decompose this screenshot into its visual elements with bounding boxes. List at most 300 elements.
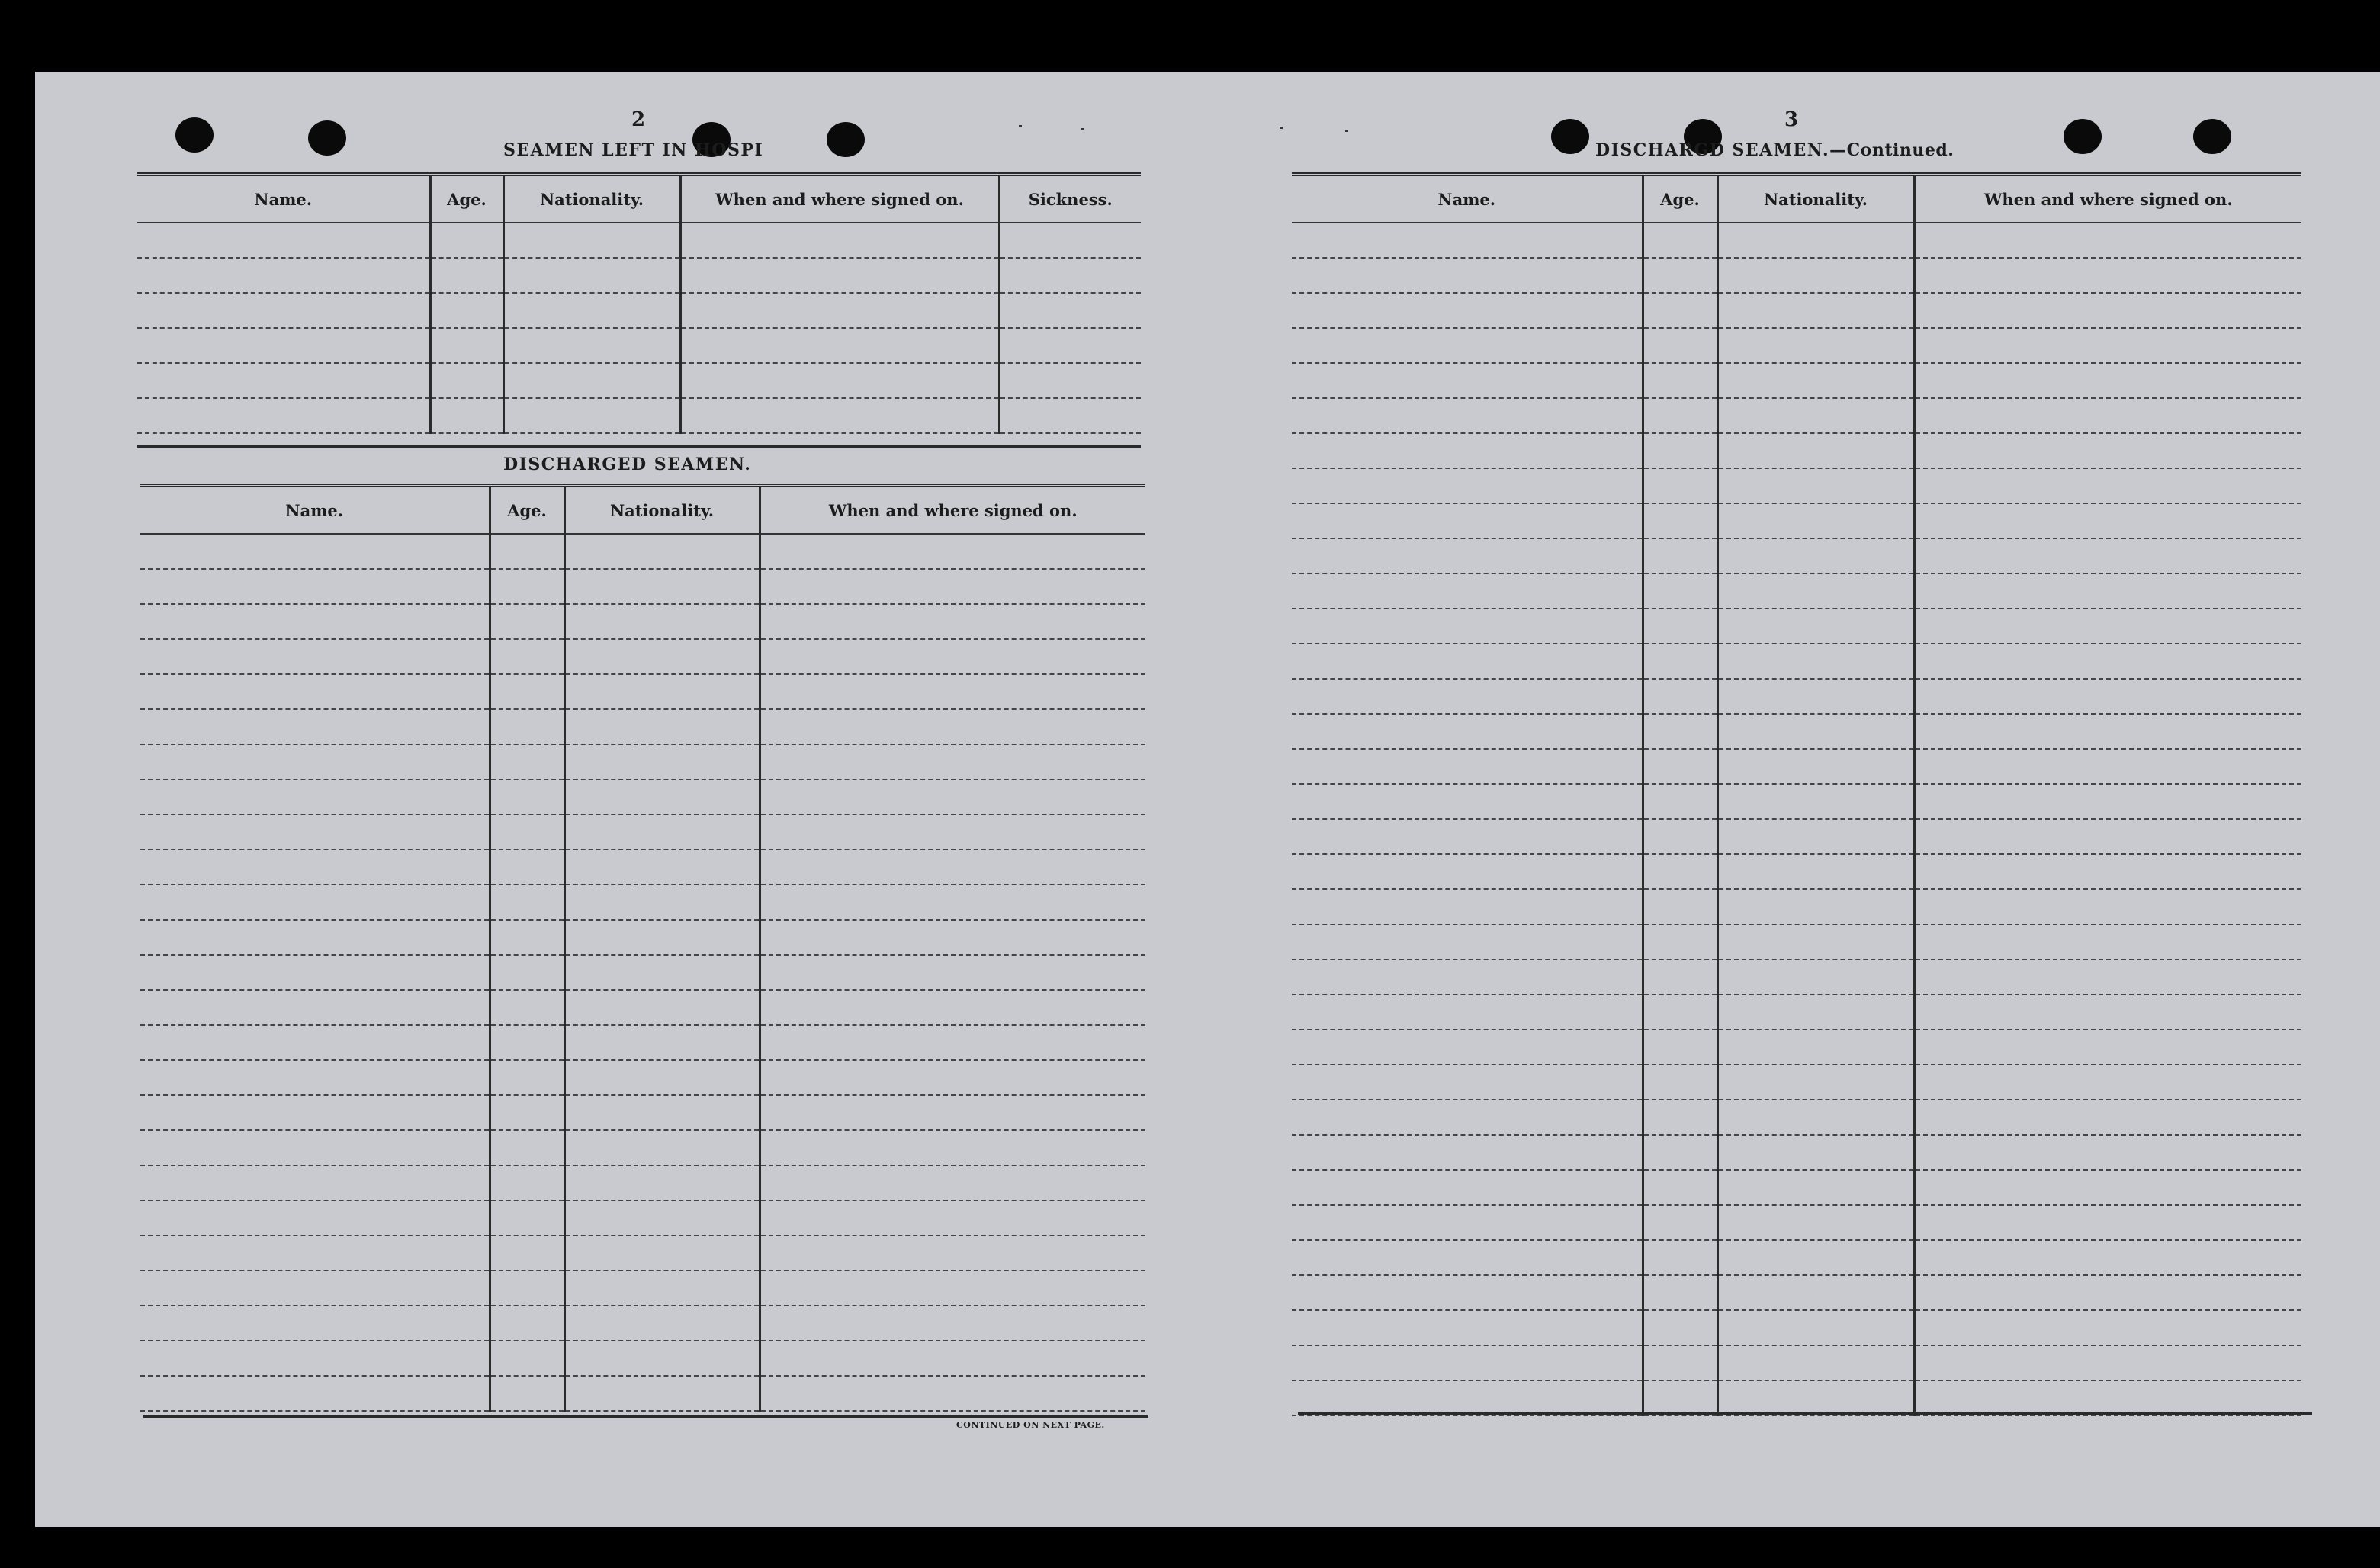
- blank-cell: [564, 885, 760, 920]
- blank-cell: [564, 709, 760, 744]
- hospital-rows: [137, 223, 1141, 433]
- column-header-signed-on: When and where signed on.: [1914, 175, 2301, 223]
- blank-cell: [1717, 468, 1914, 503]
- blank-cell: [490, 1165, 564, 1200]
- section-title-discharged-continued: [1595, 140, 1954, 160]
- blank-cell: [1717, 503, 1914, 538]
- blank-cell: [1292, 258, 1643, 293]
- table-row: [1292, 819, 2301, 854]
- blank-cell: [490, 815, 564, 850]
- blank-cell: [1292, 644, 1643, 679]
- blank-cell: [1914, 1310, 2301, 1345]
- blank-cell: [1643, 609, 1717, 644]
- blank-cell: [1292, 749, 1643, 784]
- blank-cell: [564, 815, 760, 850]
- table-row: [1292, 328, 2301, 363]
- page-bottom-rule: [143, 1415, 1148, 1418]
- blank-cell: [137, 328, 430, 363]
- blank-cell: [564, 955, 760, 990]
- table-row: [1292, 1100, 2301, 1135]
- blank-cell: [1292, 1345, 1643, 1380]
- table-row: [1292, 503, 2301, 538]
- blank-cell: [564, 1271, 760, 1306]
- blank-cell: [1643, 1065, 1717, 1100]
- blank-cell: [1292, 328, 1643, 363]
- blank-cell: [1643, 924, 1717, 959]
- blank-cell: [1914, 889, 2301, 924]
- table-row: [1292, 293, 2301, 328]
- blank-cell: [1914, 293, 2301, 328]
- blank-cell: [1717, 1310, 1914, 1345]
- blank-cell: [680, 293, 999, 328]
- blank-cell: [140, 850, 490, 885]
- blank-cell: [490, 1341, 564, 1376]
- blank-cell: [564, 1130, 760, 1165]
- page-number: 3: [1784, 108, 1799, 131]
- table-row: [140, 534, 1145, 569]
- table-row: [1292, 574, 2301, 609]
- section-title-discharged: DISCHARGED SEAMEN.: [503, 455, 752, 474]
- blank-cell: [1914, 398, 2301, 433]
- table-row: [1292, 1135, 2301, 1170]
- blank-cell: [1717, 609, 1914, 644]
- table-row: [140, 779, 1145, 815]
- blank-cell: [490, 850, 564, 885]
- blank-cell: [1292, 503, 1643, 538]
- table-row: [1292, 398, 2301, 433]
- table-row: [1292, 1065, 2301, 1100]
- blank-cell: [1643, 784, 1717, 819]
- blank-cell: [1717, 538, 1914, 574]
- blank-cell: [1643, 433, 1717, 468]
- table-row: [1292, 223, 2301, 258]
- continued-note: CONTINUED ON NEXT PAGE.: [956, 1420, 1105, 1430]
- blank-cell: [564, 604, 760, 639]
- blank-cell: [1914, 644, 2301, 679]
- blank-cell: [564, 1376, 760, 1411]
- blank-cell: [680, 258, 999, 293]
- blank-cell: [1914, 468, 2301, 503]
- blank-cell: [564, 850, 760, 885]
- blank-cell: [490, 639, 564, 674]
- blank-cell: [1914, 258, 2301, 293]
- blank-cell: [680, 223, 999, 258]
- blank-cell: [1643, 959, 1717, 994]
- blank-cell: [140, 674, 490, 709]
- blank-cell: [564, 674, 760, 709]
- blank-cell: [490, 1095, 564, 1130]
- table-row: [140, 920, 1145, 955]
- blank-cell: [1717, 1345, 1914, 1380]
- blank-cell: [564, 569, 760, 604]
- blank-cell: [1717, 1100, 1914, 1135]
- column-header-name: Name.: [137, 175, 430, 223]
- column-header-age: Age.: [490, 486, 564, 535]
- blank-cell: [1292, 1240, 1643, 1275]
- blank-cell: [1717, 749, 1914, 784]
- blank-cell: [1292, 1275, 1643, 1310]
- blank-cell: [503, 328, 680, 363]
- table-row: [137, 223, 1141, 258]
- blank-cell: [490, 674, 564, 709]
- blank-cell: [760, 1341, 1145, 1376]
- blank-cell: [1717, 1240, 1914, 1275]
- blank-cell: [760, 1271, 1145, 1306]
- discharged-table: [140, 484, 1145, 1412]
- paper-speck: [1019, 125, 1022, 127]
- table-row: [1292, 538, 2301, 574]
- blank-cell: [1914, 819, 2301, 854]
- blank-cell: [140, 604, 490, 639]
- blank-cell: [1643, 644, 1717, 679]
- paper-speck: [1345, 130, 1348, 132]
- blank-cell: [1292, 1310, 1643, 1345]
- blank-cell: [760, 885, 1145, 920]
- blank-cell: [140, 709, 490, 744]
- blank-cell: [1717, 293, 1914, 328]
- table-row: [1292, 959, 2301, 994]
- table-row: [140, 1060, 1145, 1095]
- blank-cell: [1717, 889, 1914, 924]
- blank-cell: [1717, 1380, 1914, 1415]
- blank-cell: [1292, 784, 1643, 819]
- blank-cell: [760, 1376, 1145, 1411]
- blank-cell: [137, 293, 430, 328]
- blank-cell: [430, 258, 503, 293]
- blank-cell: [564, 744, 760, 779]
- blank-cell: [1717, 363, 1914, 398]
- blank-cell: [503, 363, 680, 398]
- blank-cell: [564, 1165, 760, 1200]
- table-row: [1292, 1345, 2301, 1380]
- column-header-age: Age.: [1643, 175, 1717, 223]
- blank-cell: [564, 1200, 760, 1235]
- blank-cell: [1717, 223, 1914, 258]
- table-row: [140, 744, 1145, 779]
- blank-cell: [140, 639, 490, 674]
- blank-cell: [1914, 924, 2301, 959]
- blank-cell: [1717, 1275, 1914, 1310]
- blank-cell: [503, 293, 680, 328]
- page-bottom-rule: [1298, 1412, 2312, 1415]
- column-header-sickness: Sickness.: [999, 175, 1141, 223]
- blank-cell: [490, 885, 564, 920]
- blank-cell: [140, 744, 490, 779]
- blank-cell: [1643, 538, 1717, 574]
- blank-cell: [1292, 574, 1643, 609]
- blank-cell: [1643, 714, 1717, 749]
- blank-cell: [1292, 714, 1643, 749]
- blank-cell: [490, 1060, 564, 1095]
- blank-cell: [1717, 1030, 1914, 1065]
- table-row: [140, 1095, 1145, 1130]
- table-row: [1292, 784, 2301, 819]
- blank-cell: [1717, 258, 1914, 293]
- table-row: [1292, 1030, 2301, 1065]
- blank-cell: [1292, 889, 1643, 924]
- blank-cell: [1914, 714, 2301, 749]
- blank-cell: [760, 920, 1145, 955]
- blank-cell: [140, 1095, 490, 1130]
- blank-cell: [1292, 994, 1643, 1030]
- blank-cell: [1292, 819, 1643, 854]
- blank-cell: [1643, 468, 1717, 503]
- blank-cell: [1643, 889, 1717, 924]
- table-row: [140, 1025, 1145, 1060]
- blank-cell: [760, 604, 1145, 639]
- blank-cell: [760, 744, 1145, 779]
- blank-cell: [1643, 749, 1717, 784]
- blank-cell: [564, 1306, 760, 1341]
- blank-cell: [564, 639, 760, 674]
- blank-cell: [564, 1095, 760, 1130]
- blank-cell: [760, 955, 1145, 990]
- table-row: [1292, 363, 2301, 398]
- table-row: [140, 1200, 1145, 1235]
- blank-cell: [1717, 959, 1914, 994]
- blank-cell: [1914, 609, 2301, 644]
- blank-cell: [564, 990, 760, 1025]
- blank-cell: [564, 534, 760, 569]
- blank-cell: [1292, 1380, 1643, 1415]
- table-row: [1292, 994, 2301, 1030]
- blank-cell: [999, 328, 1141, 363]
- blank-cell: [140, 1025, 490, 1060]
- blank-cell: [490, 1376, 564, 1411]
- blank-cell: [1914, 223, 2301, 258]
- blank-cell: [760, 709, 1145, 744]
- blank-cell: [760, 1060, 1145, 1095]
- table-row: [1292, 1205, 2301, 1240]
- blank-cell: [1643, 258, 1717, 293]
- blank-cell: [680, 363, 999, 398]
- table-row: [1292, 714, 2301, 749]
- blank-cell: [1914, 854, 2301, 889]
- blank-cell: [1292, 468, 1643, 503]
- section-rule: [137, 445, 1141, 448]
- blank-cell: [1292, 1100, 1643, 1135]
- discharged-continued-table: [1292, 172, 2301, 1416]
- table-row: [140, 885, 1145, 920]
- blank-cell: [1643, 1170, 1717, 1205]
- blank-cell: [1914, 1065, 2301, 1100]
- table-row: [1292, 854, 2301, 889]
- blank-cell: [1914, 679, 2301, 714]
- blank-cell: [760, 1306, 1145, 1341]
- blank-cell: [490, 569, 564, 604]
- blank-cell: [760, 815, 1145, 850]
- table-row: [140, 569, 1145, 604]
- blank-cell: [1643, 1240, 1717, 1275]
- blank-cell: [1643, 503, 1717, 538]
- blank-cell: [490, 779, 564, 815]
- blank-cell: [140, 534, 490, 569]
- blank-cell: [564, 1235, 760, 1271]
- blank-cell: [1717, 714, 1914, 749]
- column-header-signed-on: When and where signed on.: [760, 486, 1145, 535]
- blank-cell: [490, 1235, 564, 1271]
- blank-cell: [140, 1235, 490, 1271]
- blank-cell: [490, 990, 564, 1025]
- table-row: [1292, 433, 2301, 468]
- blank-cell: [430, 398, 503, 433]
- table-row: [140, 850, 1145, 885]
- table-row: [140, 1341, 1145, 1376]
- punch-hole: [827, 122, 865, 157]
- blank-cell: [140, 815, 490, 850]
- table-row: [140, 1271, 1145, 1306]
- blank-cell: [1914, 328, 2301, 363]
- page-number: 2: [631, 108, 646, 131]
- blank-cell: [1914, 749, 2301, 784]
- blank-cell: [1914, 994, 2301, 1030]
- blank-cell: [760, 639, 1145, 674]
- blank-cell: [1643, 1135, 1717, 1170]
- blank-cell: [760, 850, 1145, 885]
- column-header-nationality: Nationality.: [503, 175, 680, 223]
- table-row: [1292, 1170, 2301, 1205]
- blank-cell: [760, 1025, 1145, 1060]
- blank-cell: [1717, 1135, 1914, 1170]
- blank-cell: [430, 363, 503, 398]
- blank-cell: [1914, 503, 2301, 538]
- blank-cell: [1914, 574, 2301, 609]
- blank-cell: [1643, 223, 1717, 258]
- blank-cell: [140, 1060, 490, 1095]
- blank-cell: [1914, 959, 2301, 994]
- blank-cell: [1643, 854, 1717, 889]
- blank-cell: [1643, 994, 1717, 1030]
- blank-cell: [1717, 644, 1914, 679]
- blank-cell: [564, 1060, 760, 1095]
- table-row: [137, 363, 1141, 398]
- blank-cell: [1717, 433, 1914, 468]
- blank-cell: [490, 744, 564, 779]
- blank-cell: [999, 363, 1141, 398]
- column-header-name: Name.: [1292, 175, 1643, 223]
- blank-cell: [999, 398, 1141, 433]
- blank-cell: [680, 398, 999, 433]
- blank-cell: [1914, 1345, 2301, 1380]
- blank-cell: [140, 1271, 490, 1306]
- blank-cell: [1717, 574, 1914, 609]
- blank-cell: [1717, 1205, 1914, 1240]
- blank-cell: [1643, 574, 1717, 609]
- blank-cell: [140, 779, 490, 815]
- blank-cell: [1914, 1030, 2301, 1065]
- blank-cell: [1717, 328, 1914, 363]
- blank-cell: [1292, 363, 1643, 398]
- blank-cell: [140, 990, 490, 1025]
- table-row: [1292, 1275, 2301, 1310]
- blank-cell: [999, 258, 1141, 293]
- blank-cell: [140, 1341, 490, 1376]
- table-row: [1292, 679, 2301, 714]
- table-row: [140, 815, 1145, 850]
- blank-cell: [760, 779, 1145, 815]
- discharged-continued-rows: [1292, 223, 2301, 1415]
- blank-cell: [490, 604, 564, 639]
- blank-cell: [137, 223, 430, 258]
- column-header-nationality: Nationality.: [1717, 175, 1914, 223]
- blank-cell: [1643, 1205, 1717, 1240]
- blank-cell: [490, 534, 564, 569]
- blank-cell: [1643, 819, 1717, 854]
- table-row: [1292, 609, 2301, 644]
- table-row: [1292, 468, 2301, 503]
- table-row: [1292, 644, 2301, 679]
- blank-cell: [1292, 1065, 1643, 1100]
- blank-cell: [1914, 1100, 2301, 1135]
- blank-cell: [503, 258, 680, 293]
- table-row: [1292, 1310, 2301, 1345]
- blank-cell: [140, 885, 490, 920]
- blank-cell: [760, 990, 1145, 1025]
- paper-speck: [1280, 127, 1283, 129]
- section-title-tail: D SEAMEN.: [1709, 140, 1830, 160]
- blank-cell: [1914, 363, 2301, 398]
- blank-cell: [1292, 609, 1643, 644]
- blank-cell: [140, 1306, 490, 1341]
- blank-cell: [490, 1130, 564, 1165]
- blank-cell: [999, 293, 1141, 328]
- table-row: [1292, 258, 2301, 293]
- blank-cell: [1292, 538, 1643, 574]
- blank-cell: [760, 1200, 1145, 1235]
- section-title-main: DISCHARG: [1595, 140, 1710, 160]
- blank-cell: [1717, 679, 1914, 714]
- blank-cell: [760, 674, 1145, 709]
- blank-cell: [430, 293, 503, 328]
- blank-cell: [490, 1306, 564, 1341]
- blank-cell: [140, 1165, 490, 1200]
- section-subtitle: —Continued.: [1829, 140, 1954, 160]
- table-row: [1292, 1380, 2301, 1415]
- blank-cell: [1643, 1345, 1717, 1380]
- table-row: [140, 709, 1145, 744]
- blank-cell: [1292, 1030, 1643, 1065]
- blank-cell: [1914, 1170, 2301, 1205]
- blank-cell: [1914, 1135, 2301, 1170]
- blank-cell: [1643, 1030, 1717, 1065]
- section-title-hospital: SEAMEN LEFT IN HOSPI: [503, 140, 764, 160]
- blank-cell: [1292, 293, 1643, 328]
- blank-cell: [1914, 433, 2301, 468]
- blank-cell: [140, 569, 490, 604]
- table-row: [140, 1376, 1145, 1411]
- blank-cell: [680, 328, 999, 363]
- table-row: [1292, 924, 2301, 959]
- blank-cell: [999, 223, 1141, 258]
- blank-cell: [1292, 1135, 1643, 1170]
- blank-cell: [140, 1200, 490, 1235]
- blank-cell: [137, 258, 430, 293]
- blank-cell: [140, 920, 490, 955]
- blank-cell: [1292, 854, 1643, 889]
- blank-cell: [1292, 433, 1643, 468]
- blank-cell: [490, 1025, 564, 1060]
- column-header-signed-on: When and where signed on.: [680, 175, 999, 223]
- blank-cell: [1914, 1205, 2301, 1240]
- blank-cell: [1643, 1310, 1717, 1345]
- blank-cell: [1717, 784, 1914, 819]
- table-row: [140, 1165, 1145, 1200]
- table-row: [140, 1130, 1145, 1165]
- blank-cell: [490, 955, 564, 990]
- ledger-sheet: [35, 72, 2380, 1527]
- blank-cell: [1643, 293, 1717, 328]
- punch-hole: [308, 120, 346, 156]
